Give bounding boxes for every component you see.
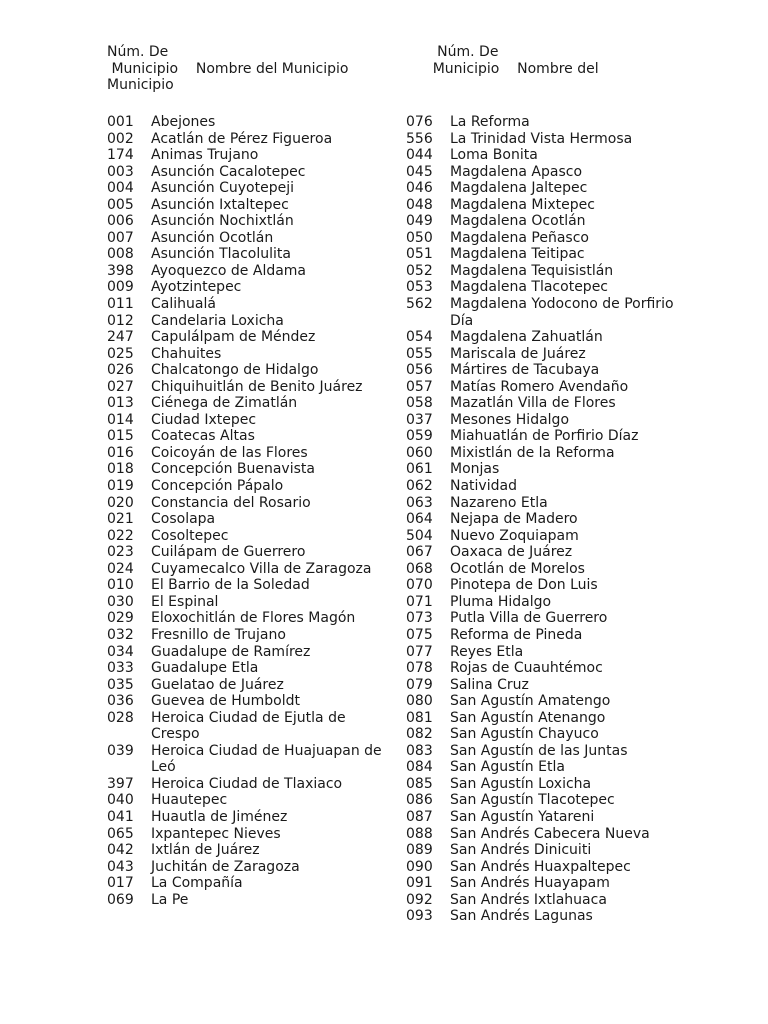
municipio-name: Candelaria Loxicha	[151, 312, 284, 329]
municipio-row	[107, 842, 397, 859]
municipio-row	[406, 197, 696, 214]
municipio-row	[107, 246, 397, 263]
municipio-row	[406, 908, 696, 925]
municipio-code: 006	[107, 213, 134, 230]
municipio-code: 035	[107, 676, 134, 693]
municipio-code: 005	[107, 196, 134, 213]
municipio-code: 060	[406, 444, 433, 461]
municipio-name: Fresnillo de Trujano	[151, 626, 286, 643]
municipio-code: 085	[406, 775, 433, 792]
municipio-row	[107, 445, 397, 462]
municipio-row	[107, 561, 397, 578]
municipio-name: Nuevo Zoquiapam	[450, 527, 579, 544]
municipio-name: Loma Bonita	[450, 147, 538, 164]
municipio-name: San Agustín Tlacotepec	[450, 792, 615, 809]
municipio-name: Heroica Ciudad de Huajuapan de Leó	[151, 742, 382, 776]
municipio-code: 017	[107, 875, 134, 892]
municipio-row	[107, 362, 397, 379]
municipio-row	[107, 610, 397, 627]
municipio-code: 082	[406, 726, 433, 743]
right-column	[406, 44, 696, 925]
municipio-name: Magdalena Tequisistlán	[450, 262, 614, 279]
municipio-name: Chiquihuitlán de Benito Juárez	[151, 378, 363, 395]
municipio-name: Magdalena Yodocono de Porfirio Día	[450, 296, 674, 329]
municipio-code: 059	[406, 428, 433, 445]
municipio-row	[107, 644, 397, 661]
municipio-row	[107, 461, 397, 478]
municipio-code: 054	[406, 329, 433, 346]
municipio-code: 048	[406, 196, 433, 213]
municipio-row	[406, 561, 696, 578]
municipio-row	[406, 213, 696, 230]
municipio-name: Cuilápam de Guerrero	[151, 544, 306, 561]
municipio-name: Nejapa de Madero	[450, 511, 578, 528]
municipio-name: Cosoltepec	[151, 527, 229, 544]
municipio-row	[406, 114, 696, 131]
municipio-name: La Pe	[151, 891, 189, 908]
municipio-row	[107, 892, 397, 909]
header-line: Municipio Nombre del	[406, 60, 599, 77]
municipio-code: 504	[406, 527, 433, 544]
municipio-row	[107, 826, 397, 843]
municipio-code: 061	[406, 461, 433, 478]
municipio-code: 055	[406, 345, 433, 362]
municipio-name: Concepción Pápalo	[151, 478, 284, 495]
municipio-name: Oaxaca de Juárez	[450, 544, 573, 561]
municipio-name: La Trinidad Vista Hermosa	[450, 130, 633, 147]
municipio-row	[406, 131, 696, 148]
municipio-name: Heroica Ciudad de Ejutla de Crespo	[151, 709, 346, 743]
municipio-code: 033	[107, 660, 134, 677]
municipio-code: 398	[107, 262, 134, 279]
right-column-header	[406, 44, 696, 114]
header-line: Municipio Nombre del Municipio	[107, 60, 349, 77]
municipio-row	[107, 594, 397, 611]
municipio-row	[406, 230, 696, 247]
municipio-code: 023	[107, 544, 134, 561]
municipio-code: 039	[107, 742, 134, 759]
municipio-name: Ixpantepec Nieves	[151, 825, 281, 842]
municipio-code: 079	[406, 676, 433, 693]
municipio-name: El Barrio de la Soledad	[151, 577, 310, 594]
municipio-code: 090	[406, 858, 433, 875]
municipio-row	[406, 296, 696, 329]
municipio-code: 013	[107, 395, 134, 412]
municipio-row	[406, 677, 696, 694]
municipio-name: Magdalena Teitipac	[450, 246, 585, 263]
municipio-code: 034	[107, 643, 134, 660]
municipio-row	[406, 379, 696, 396]
municipio-row	[406, 826, 696, 843]
municipio-name: Coicoyán de las Flores	[151, 444, 308, 461]
municipio-row	[406, 279, 696, 296]
municipio-row	[107, 279, 397, 296]
municipio-name: Mesones Hidalgo	[450, 411, 570, 428]
municipio-name: Cuyamecalco Villa de Zaragoza	[151, 560, 372, 577]
municipio-row	[406, 627, 696, 644]
municipio-code: 012	[107, 312, 134, 329]
municipio-code: 071	[406, 593, 433, 610]
municipio-row	[107, 693, 397, 710]
municipio-code: 032	[107, 626, 134, 643]
municipio-code: 093	[406, 908, 433, 925]
municipio-name: Monjas	[450, 461, 500, 478]
municipio-row	[107, 164, 397, 181]
municipio-name: Natividad	[450, 478, 517, 495]
municipio-code: 069	[107, 891, 134, 908]
municipio-code: 081	[406, 709, 433, 726]
municipio-name: Concepción Buenavista	[151, 461, 315, 478]
municipio-list-right	[406, 114, 696, 925]
municipio-name: Mazatlán Villa de Flores	[450, 395, 616, 412]
municipio-name: Ayotzintepec	[151, 279, 242, 296]
municipio-name: Asunción Nochixtlán	[151, 213, 294, 230]
municipio-code: 045	[406, 163, 433, 180]
municipio-row	[107, 710, 397, 743]
municipio-name: Pluma Hidalgo	[450, 593, 552, 610]
municipio-name: San Agustín de las Juntas	[450, 742, 628, 759]
municipio-name: Salina Cruz	[450, 676, 529, 693]
municipio-row	[107, 792, 397, 809]
municipio-name: San Agustín Atenango	[450, 709, 606, 726]
municipio-code: 028	[107, 709, 134, 726]
municipio-name: San Andrés Dinicuiti	[450, 842, 592, 859]
municipio-code: 064	[406, 511, 433, 528]
header-line: Núm. De	[406, 44, 499, 60]
municipio-name: Asunción Tlacolulita	[151, 246, 291, 263]
municipio-code: 021	[107, 511, 134, 528]
municipio-name: Mixistlán de la Reforma	[450, 444, 615, 461]
municipio-name: Coatecas Altas	[151, 428, 255, 445]
municipio-row	[406, 395, 696, 412]
municipio-row	[107, 677, 397, 694]
municipio-row	[107, 577, 397, 594]
municipio-code: 046	[406, 180, 433, 197]
municipio-name: San Agustín Loxicha	[450, 775, 592, 792]
municipio-code: 092	[406, 891, 433, 908]
municipio-name: Huautepec	[151, 792, 228, 809]
municipio-code: 057	[406, 378, 433, 395]
municipio-row	[406, 610, 696, 627]
municipio-name: Matías Romero Avendaño	[450, 378, 629, 395]
municipio-row	[107, 412, 397, 429]
municipio-code: 075	[406, 626, 433, 643]
municipio-row	[107, 809, 397, 826]
municipio-name: Acatlán de Pérez Figueroa	[151, 130, 333, 147]
municipio-code: 011	[107, 296, 134, 313]
municipio-code: 087	[406, 808, 433, 825]
municipio-name: Nazareno Etla	[450, 494, 548, 511]
municipio-code: 063	[406, 494, 433, 511]
municipio-code: 050	[406, 229, 433, 246]
municipio-code: 078	[406, 660, 433, 677]
municipio-row	[406, 147, 696, 164]
municipio-row	[107, 875, 397, 892]
municipio-row	[107, 296, 397, 313]
municipio-name: Ayoquezco de Aldama	[151, 262, 307, 279]
municipio-row	[406, 726, 696, 743]
municipio-code: 026	[107, 362, 134, 379]
municipio-row	[107, 213, 397, 230]
municipio-name: Magdalena Mixtepec	[450, 196, 595, 213]
municipio-code: 040	[107, 792, 134, 809]
municipio-code: 174	[107, 147, 134, 164]
municipio-name: Magdalena Zahuatlán	[450, 329, 603, 346]
municipio-name: Abejones	[151, 114, 216, 130]
municipio-code: 044	[406, 147, 433, 164]
municipio-code: 025	[107, 345, 134, 362]
municipio-code: 022	[107, 527, 134, 544]
municipio-row	[107, 528, 397, 545]
municipio-code: 009	[107, 279, 134, 296]
municipio-code: 076	[406, 114, 433, 130]
municipio-name: Reforma de Pineda	[450, 626, 583, 643]
municipio-code: 001	[107, 114, 134, 130]
municipio-code: 024	[107, 560, 134, 577]
municipio-name: Ciénega de Zimatlán	[151, 395, 298, 412]
municipio-name: Cosolapa	[151, 511, 216, 528]
municipio-row	[107, 859, 397, 876]
municipio-row	[406, 263, 696, 280]
municipio-name: Capulálpam de Méndez	[151, 329, 316, 346]
municipio-code: 027	[107, 378, 134, 395]
municipio-row	[406, 180, 696, 197]
municipio-row	[406, 164, 696, 181]
municipio-code: 008	[107, 246, 134, 263]
municipio-name: San Agustín Amatengo	[450, 693, 611, 710]
header-line: Municipio	[107, 77, 174, 94]
municipio-row	[107, 114, 397, 131]
municipio-code: 556	[406, 130, 433, 147]
municipio-row	[107, 395, 397, 412]
municipio-name: Animas Trujano	[151, 147, 259, 164]
municipio-code: 086	[406, 792, 433, 809]
municipio-row	[107, 478, 397, 495]
municipio-code: 080	[406, 693, 433, 710]
municipio-code: 014	[107, 411, 134, 428]
municipio-code: 067	[406, 544, 433, 561]
municipio-code: 065	[107, 825, 134, 842]
municipio-code: 036	[107, 693, 134, 710]
municipio-name: Asunción Ixtaltepec	[151, 196, 289, 213]
municipio-row	[406, 743, 696, 760]
municipio-row	[406, 809, 696, 826]
municipio-code: 562	[406, 296, 433, 313]
municipio-name: Mártires de Tacubaya	[450, 362, 600, 379]
municipio-name: Ocotlán de Morelos	[450, 560, 585, 577]
municipio-row	[406, 528, 696, 545]
municipio-code: 058	[406, 395, 433, 412]
municipio-name: San Agustín Yatareni	[450, 808, 595, 825]
municipio-name: Chahuites	[151, 345, 222, 362]
municipio-code: 083	[406, 742, 433, 759]
municipio-row	[406, 892, 696, 909]
municipio-row	[406, 842, 696, 859]
municipio-name: Juchitán de Zaragoza	[151, 858, 300, 875]
municipio-code: 018	[107, 461, 134, 478]
municipio-row	[107, 180, 397, 197]
municipio-name: Guevea de Humboldt	[151, 693, 300, 710]
municipio-name: Chalcatongo de Hidalgo	[151, 362, 319, 379]
municipio-row	[406, 644, 696, 661]
municipio-row	[406, 577, 696, 594]
municipio-code: 056	[406, 362, 433, 379]
municipio-row	[107, 627, 397, 644]
municipio-row	[406, 660, 696, 677]
municipio-name: La Reforma	[450, 114, 530, 130]
municipio-row	[406, 693, 696, 710]
municipio-row	[406, 495, 696, 512]
municipio-row	[107, 329, 397, 346]
municipio-row	[406, 246, 696, 263]
municipio-code: 029	[107, 610, 134, 627]
municipio-list-left	[107, 114, 397, 908]
left-column-header	[107, 44, 397, 114]
municipio-name: Huautla de Jiménez	[151, 808, 288, 825]
municipio-name: Magdalena Ocotlán	[450, 213, 586, 230]
municipio-code: 043	[107, 858, 134, 875]
municipio-row	[107, 511, 397, 528]
municipio-name: San Agustín Chayuco	[450, 726, 599, 743]
municipio-row	[406, 859, 696, 876]
municipio-code: 062	[406, 478, 433, 495]
municipio-code: 004	[107, 180, 134, 197]
municipio-name: San Andrés Cabecera Nueva	[450, 825, 650, 842]
municipio-name: Asunción Cuyotepeji	[151, 180, 294, 197]
municipio-code: 002	[107, 130, 134, 147]
municipio-row	[107, 379, 397, 396]
municipio-row	[406, 759, 696, 776]
municipio-code: 019	[107, 478, 134, 495]
municipio-name: San Agustín Etla	[450, 759, 565, 776]
municipio-name: Rojas de Cuauhtémoc	[450, 660, 603, 677]
municipio-code: 020	[107, 494, 134, 511]
header-line: Núm. De	[107, 44, 169, 60]
municipio-row	[406, 445, 696, 462]
municipio-name: Guadalupe de Ramírez	[151, 643, 311, 660]
municipio-row	[406, 710, 696, 727]
municipio-code: 088	[406, 825, 433, 842]
municipio-row	[406, 875, 696, 892]
municipio-row	[406, 428, 696, 445]
municipio-row	[406, 329, 696, 346]
municipio-name: Mariscala de Juárez	[450, 345, 586, 362]
municipio-row	[107, 544, 397, 561]
municipio-name: Magdalena Peñasco	[450, 229, 589, 246]
municipio-code: 073	[406, 610, 433, 627]
municipio-name: Constancia del Rosario	[151, 494, 311, 511]
municipio-name: San Andrés Huayapam	[450, 875, 610, 892]
municipio-code: 091	[406, 875, 433, 892]
municipio-name: San Andrés Ixtlahuaca	[450, 891, 607, 908]
municipio-name: Magdalena Apasco	[450, 163, 583, 180]
municipio-code: 037	[406, 411, 433, 428]
municipio-code: 049	[406, 213, 433, 230]
municipio-code: 016	[107, 444, 134, 461]
municipio-row	[107, 230, 397, 247]
municipio-name: Putla Villa de Guerrero	[450, 610, 608, 627]
municipio-code: 089	[406, 842, 433, 859]
municipio-name: Guelatao de Juárez	[151, 676, 284, 693]
municipio-row	[406, 594, 696, 611]
municipio-row	[107, 197, 397, 214]
municipio-name: Heroica Ciudad de Tlaxiaco	[151, 775, 343, 792]
municipio-code: 007	[107, 229, 134, 246]
municipio-row	[107, 313, 397, 330]
municipio-row	[406, 544, 696, 561]
municipio-row	[107, 743, 397, 776]
municipio-row	[107, 147, 397, 164]
municipio-name: Reyes Etla	[450, 643, 524, 660]
municipio-row	[406, 362, 696, 379]
municipio-name: San Andrés Huaxpaltepec	[450, 858, 631, 875]
municipio-code: 070	[406, 577, 433, 594]
municipio-code: 041	[107, 808, 134, 825]
municipio-row	[406, 792, 696, 809]
municipio-row	[107, 131, 397, 148]
municipio-code: 042	[107, 842, 134, 859]
municipio-code: 068	[406, 560, 433, 577]
municipio-name: Pinotepa de Don Luis	[450, 577, 598, 594]
municipio-code: 077	[406, 643, 433, 660]
municipio-row	[107, 776, 397, 793]
municipio-row	[406, 346, 696, 363]
municipio-code: 030	[107, 593, 134, 610]
municipio-code: 010	[107, 577, 134, 594]
municipio-row	[406, 511, 696, 528]
municipio-code: 015	[107, 428, 134, 445]
municipio-name: Miahuatlán de Porfirio Díaz	[450, 428, 639, 445]
municipio-row	[107, 660, 397, 677]
municipio-code: 084	[406, 759, 433, 776]
municipio-name: San Andrés Lagunas	[450, 908, 593, 925]
municipio-name: El Espinal	[151, 593, 219, 610]
municipio-code: 052	[406, 262, 433, 279]
municipio-code: 053	[406, 279, 433, 296]
municipio-name: Eloxochitlán de Flores Magón	[151, 610, 356, 627]
municipio-name: Magdalena Tlacotepec	[450, 279, 608, 296]
municipio-code: 051	[406, 246, 433, 263]
municipio-name: Guadalupe Etla	[151, 660, 259, 677]
municipio-name: Ixtlán de Juárez	[151, 842, 260, 859]
municipio-row	[406, 478, 696, 495]
municipio-name: La Compañía	[151, 875, 243, 892]
municipio-row	[406, 776, 696, 793]
municipio-row	[107, 428, 397, 445]
municipio-name: Magdalena Jaltepec	[450, 180, 588, 197]
municipio-name: Ciudad Ixtepec	[151, 411, 257, 428]
municipio-code: 003	[107, 163, 134, 180]
municipio-name: Calihualá	[151, 296, 216, 313]
municipio-row	[107, 346, 397, 363]
left-column	[107, 44, 397, 908]
municipio-code: 397	[107, 775, 134, 792]
municipio-code: 247	[107, 329, 134, 346]
municipio-name: Asunción Ocotlán	[151, 229, 274, 246]
municipio-row	[107, 495, 397, 512]
municipio-row	[107, 263, 397, 280]
municipio-row	[406, 461, 696, 478]
municipio-name: Asunción Cacalotepec	[151, 163, 306, 180]
municipio-row	[406, 412, 696, 429]
